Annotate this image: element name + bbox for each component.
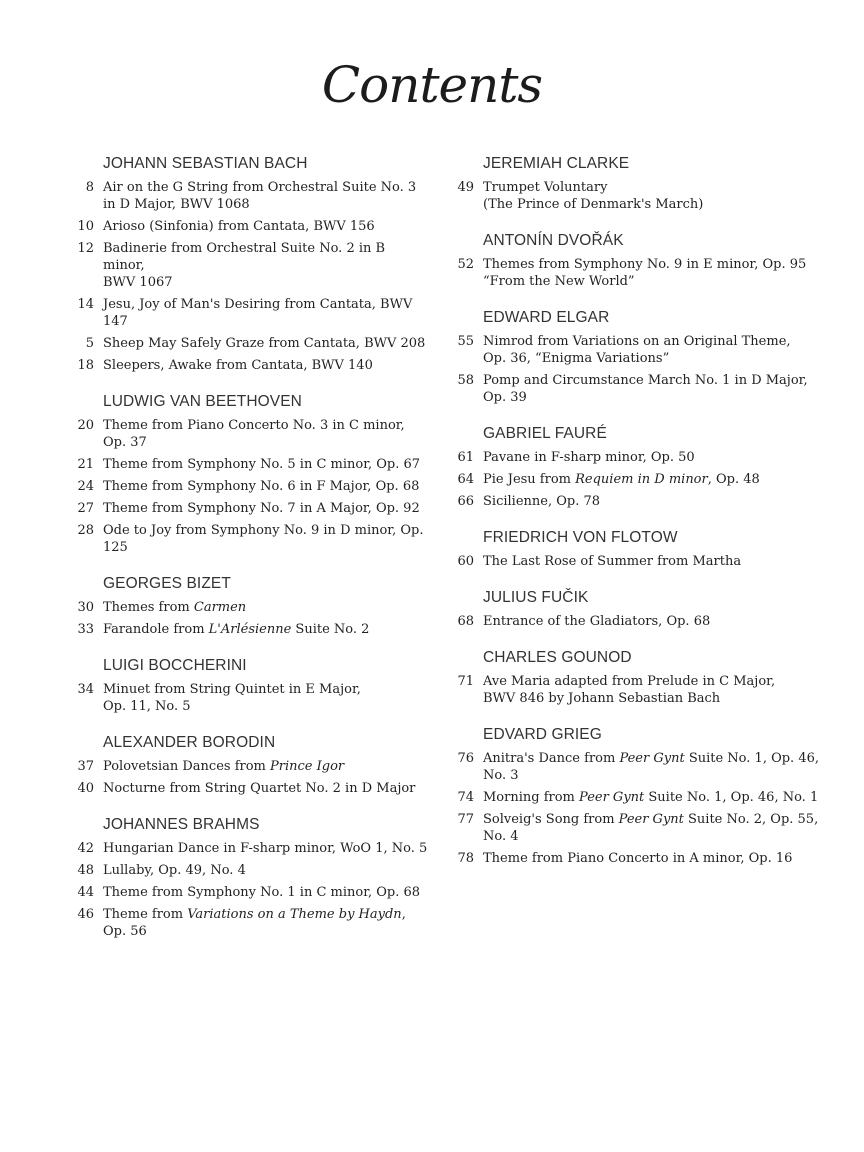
composer-section — [450, 307, 830, 406]
toc-entry[interactable] — [70, 179, 430, 213]
title-text: Nocturne from String Quartet No. 2 in D Major — [103, 781, 416, 796]
page-number: 12 — [77, 241, 94, 256]
title-text: Pomp and Circumstance March No. 1 in D Major, — [483, 373, 808, 388]
title-text: , Op. 48 — [707, 472, 760, 487]
piece-title — [103, 240, 430, 291]
page-number: 66 — [457, 494, 474, 509]
toc-entry[interactable] — [70, 621, 430, 638]
toc-entry[interactable] — [70, 218, 430, 235]
page-title: Contents — [321, 56, 543, 114]
page-number: 77 — [457, 812, 474, 827]
composer-section — [450, 724, 830, 867]
work-title-italic: Peer Gynt — [579, 790, 645, 805]
composer-section — [70, 655, 430, 715]
title-text: Pie Jesu from — [483, 472, 576, 487]
title-text: Hungarian Dance in F-sharp minor, WoO 1, No. 5 — [103, 841, 428, 856]
title-text: Solveig's Song from — [483, 812, 619, 827]
toc-entry[interactable] — [450, 750, 830, 784]
page-number: 5 — [85, 336, 94, 351]
composer-section — [450, 153, 830, 213]
piece-title — [103, 296, 430, 330]
title-text: Nimrod from Variations on an Original Theme, — [483, 334, 791, 349]
composer-heading: EDWARD ELGAR — [483, 309, 610, 326]
piece-title — [103, 599, 430, 616]
toc-entry[interactable] — [450, 179, 830, 213]
page-number: 61 — [457, 450, 474, 465]
page-number: 24 — [77, 479, 94, 494]
page-number: 33 — [77, 622, 94, 637]
work-title-italic: Carmen — [193, 600, 247, 615]
title-text: Polovetsian Dances from — [103, 759, 271, 774]
toc-entry[interactable] — [70, 296, 430, 330]
piece-title — [103, 522, 430, 556]
title-text: Theme from Piano Concerto in A minor, Op. 16 — [483, 851, 793, 866]
work-title-italic: L'Arlésienne — [208, 622, 292, 637]
page-number: 21 — [77, 457, 94, 472]
toc-entry[interactable] — [70, 456, 430, 473]
toc-entry[interactable] — [70, 357, 430, 374]
piece-title — [483, 471, 830, 488]
title-text: Air on the G String from Orchestral Suite No. 3 — [103, 180, 417, 195]
piece-title — [483, 789, 830, 806]
title-text: Jesu, Joy of Man's Desiring from Cantata, BWV 147 — [103, 297, 413, 329]
piece-title — [483, 811, 830, 845]
piece-title — [483, 179, 830, 213]
toc-entry[interactable] — [450, 449, 830, 466]
work-title-italic: Peer Gynt — [618, 812, 684, 827]
title-text: Sicilienne, Op. 78 — [483, 494, 600, 509]
toc-entry[interactable] — [70, 335, 430, 352]
page-number: 58 — [457, 373, 474, 388]
page-number: 78 — [457, 851, 474, 866]
piece-title — [103, 681, 430, 715]
contents-column-right — [450, 153, 830, 884]
title-text: Theme from Symphony No. 5 in C minor, Op. 67 — [103, 457, 421, 472]
piece-title — [103, 456, 430, 473]
toc-entry[interactable] — [70, 906, 430, 940]
page-number: 40 — [77, 781, 94, 796]
work-title-italic: Requiem in D minor — [575, 472, 708, 487]
piece-title — [103, 478, 430, 495]
piece-title — [483, 372, 830, 406]
composer-section — [70, 573, 430, 638]
title-text: Badinerie from Orchestral Suite No. 2 in B minor, — [103, 241, 386, 273]
page-number: 46 — [77, 907, 94, 922]
page-number: 55 — [457, 334, 474, 349]
page-number: 34 — [77, 682, 94, 697]
piece-title — [103, 906, 430, 940]
piece-title — [483, 333, 830, 367]
title-text: Lullaby, Op. 49, No. 4 — [103, 863, 246, 878]
composer-heading: ANTONÍN DVOŘÁK — [483, 232, 624, 249]
toc-entry[interactable] — [450, 493, 830, 510]
page-number: 14 — [77, 297, 94, 312]
piece-title — [103, 884, 430, 901]
toc-entry[interactable] — [70, 417, 430, 451]
toc-entry[interactable] — [450, 811, 830, 845]
piece-title — [483, 553, 830, 570]
title-text: The Last Rose of Summer from Martha — [483, 554, 742, 569]
toc-entry[interactable] — [70, 758, 430, 775]
toc-entry[interactable] — [70, 522, 430, 556]
toc-entry[interactable] — [70, 884, 430, 901]
work-title-italic: Variations on a Theme by Haydn — [187, 907, 402, 922]
page-number: 10 — [77, 219, 94, 234]
title-text: Morning from — [483, 790, 580, 805]
page-number: 71 — [457, 674, 474, 689]
title-text: in D Major, BWV 1068 — [103, 197, 250, 212]
toc-entry[interactable] — [450, 850, 830, 867]
piece-title — [103, 758, 430, 775]
composer-section — [450, 587, 830, 630]
toc-entry[interactable] — [70, 599, 430, 616]
title-text: Theme from — [103, 907, 188, 922]
page-number: 44 — [77, 885, 94, 900]
title-text: (The Prince of Denmark's March) — [483, 197, 704, 212]
composer-section — [450, 527, 830, 570]
piece-title — [483, 449, 830, 466]
contents-column-left — [70, 153, 430, 957]
page-number: 68 — [457, 614, 474, 629]
page-number: 64 — [457, 472, 474, 487]
page-number: 76 — [457, 751, 474, 766]
composer-section — [70, 732, 430, 797]
title-text: Suite No. 1, Op. 46, No. 1 — [644, 790, 819, 805]
title-text: Minuet from String Quintet in E Major, — [103, 682, 361, 697]
page-number: 60 — [457, 554, 474, 569]
toc-entry[interactable] — [70, 681, 430, 715]
title-text: Theme from Symphony No. 6 in F Major, Op. 68 — [103, 479, 420, 494]
piece-title — [103, 840, 430, 857]
piece-title — [103, 500, 430, 517]
toc-entry[interactable] — [450, 471, 830, 488]
toc-entry[interactable] — [450, 613, 830, 630]
page-number: 27 — [77, 501, 94, 516]
piece-title — [103, 780, 430, 797]
composer-section — [70, 153, 430, 374]
page-number: 30 — [77, 600, 94, 615]
composer-section — [450, 230, 830, 290]
piece-title — [483, 750, 830, 784]
title-text: Sleepers, Awake from Cantata, BWV 140 — [103, 358, 373, 373]
title-text: Theme from Symphony No. 7 in A Major, Op. 92 — [103, 501, 420, 516]
page-number: 52 — [457, 257, 474, 272]
title-text: Suite No. 2, Op. 55, No. 4 — [483, 812, 819, 844]
toc-entry[interactable] — [70, 240, 430, 291]
work-title-italic: Peer Gynt — [619, 751, 685, 766]
composer-section — [70, 391, 430, 556]
page-number: 28 — [77, 523, 94, 538]
page-number: 20 — [77, 418, 94, 433]
piece-title — [103, 218, 430, 235]
toc-entry[interactable] — [450, 673, 830, 707]
title-text: Arioso (Sinfonia) from Cantata, BWV 156 — [103, 219, 375, 234]
toc-entry[interactable] — [450, 789, 830, 806]
toc-entry[interactable] — [450, 256, 830, 290]
title-text: Farandole from — [103, 622, 209, 637]
piece-title — [103, 417, 430, 451]
toc-entry[interactable] — [70, 840, 430, 857]
composer-heading: EDVARD GRIEG — [483, 726, 602, 743]
piece-title — [483, 850, 830, 867]
title-text: BWV 1067 — [103, 275, 173, 290]
title-text: “From the New World” — [483, 274, 635, 289]
composer-heading: CHARLES GOUNOD — [483, 649, 632, 666]
toc-entry[interactable] — [450, 553, 830, 570]
page-number: 8 — [85, 180, 94, 195]
piece-title — [103, 179, 430, 213]
piece-title — [483, 493, 830, 510]
title-text: Theme from Piano Concerto No. 3 in C minor, Op. 37 — [103, 418, 405, 450]
piece-title — [103, 621, 430, 638]
page-number: 48 — [77, 863, 94, 878]
title-text: , Op. 56 — [103, 907, 406, 939]
title-text: Pavane in F-sharp minor, Op. 50 — [483, 450, 695, 465]
composer-heading: JULIUS FUČIK — [483, 589, 589, 606]
title-text: Theme from Symphony No. 1 in C minor, Op. 68 — [103, 885, 421, 900]
title-text: Suite No. 2 — [291, 622, 370, 637]
title-text: Suite No. 1, Op. 46, No. 3 — [483, 751, 819, 783]
title-text: Ode to Joy from Symphony No. 9 in D minor, Op. 125 — [103, 523, 424, 555]
composer-section — [70, 814, 430, 940]
composer-heading: GEORGES BIZET — [103, 575, 231, 592]
title-text: Op. 36, “Enigma Variations” — [483, 351, 670, 366]
toc-entry[interactable] — [70, 500, 430, 517]
title-text: Ave Maria adapted from Prelude in C Major, — [483, 674, 776, 689]
title-text: Trumpet Voluntary — [483, 180, 608, 195]
toc-entry[interactable] — [450, 372, 830, 406]
toc-entry[interactable] — [70, 780, 430, 797]
composer-section — [450, 647, 830, 707]
composer-heading: FRIEDRICH VON FLOTOW — [483, 529, 678, 546]
page-number: 74 — [457, 790, 474, 805]
work-title-italic: Prince Igor — [270, 759, 345, 774]
piece-title — [483, 673, 830, 707]
piece-title — [103, 862, 430, 879]
toc-entry[interactable] — [450, 333, 830, 367]
page-number: 18 — [77, 358, 94, 373]
piece-title — [103, 357, 430, 374]
composer-heading: JEREMIAH CLARKE — [483, 155, 630, 172]
composer-heading: LUIGI BOCCHERINI — [103, 657, 247, 674]
composer-heading: ALEXANDER BORODIN — [103, 734, 276, 751]
page-number: 42 — [77, 841, 94, 856]
composer-heading: JOHANNES BRAHMS — [103, 816, 260, 833]
title-text: Themes from Symphony No. 9 in E minor, Op. 95 — [483, 257, 807, 272]
title-text: Op. 11, No. 5 — [103, 699, 191, 714]
title-text: Entrance of the Gladiators, Op. 68 — [483, 614, 711, 629]
title-text: Sheep May Safely Graze from Cantata, BWV 208 — [103, 336, 426, 351]
title-text: Themes from — [103, 600, 194, 615]
toc-entry[interactable] — [70, 862, 430, 879]
piece-title — [103, 335, 430, 352]
piece-title — [483, 613, 830, 630]
composer-section — [450, 423, 830, 510]
title-text: BWV 846 by Johann Sebastian Bach — [483, 691, 721, 706]
page-number: 37 — [77, 759, 94, 774]
composer-heading: JOHANN SEBASTIAN BACH — [103, 155, 308, 172]
piece-title — [483, 256, 830, 290]
toc-entry[interactable] — [70, 478, 430, 495]
title-text: Op. 39 — [483, 390, 527, 405]
page-number: 49 — [457, 180, 474, 195]
title-text: Anitra's Dance from — [483, 751, 620, 766]
composer-heading: LUDWIG VAN BEETHOVEN — [103, 393, 302, 410]
composer-heading: GABRIEL FAURÉ — [483, 425, 607, 442]
